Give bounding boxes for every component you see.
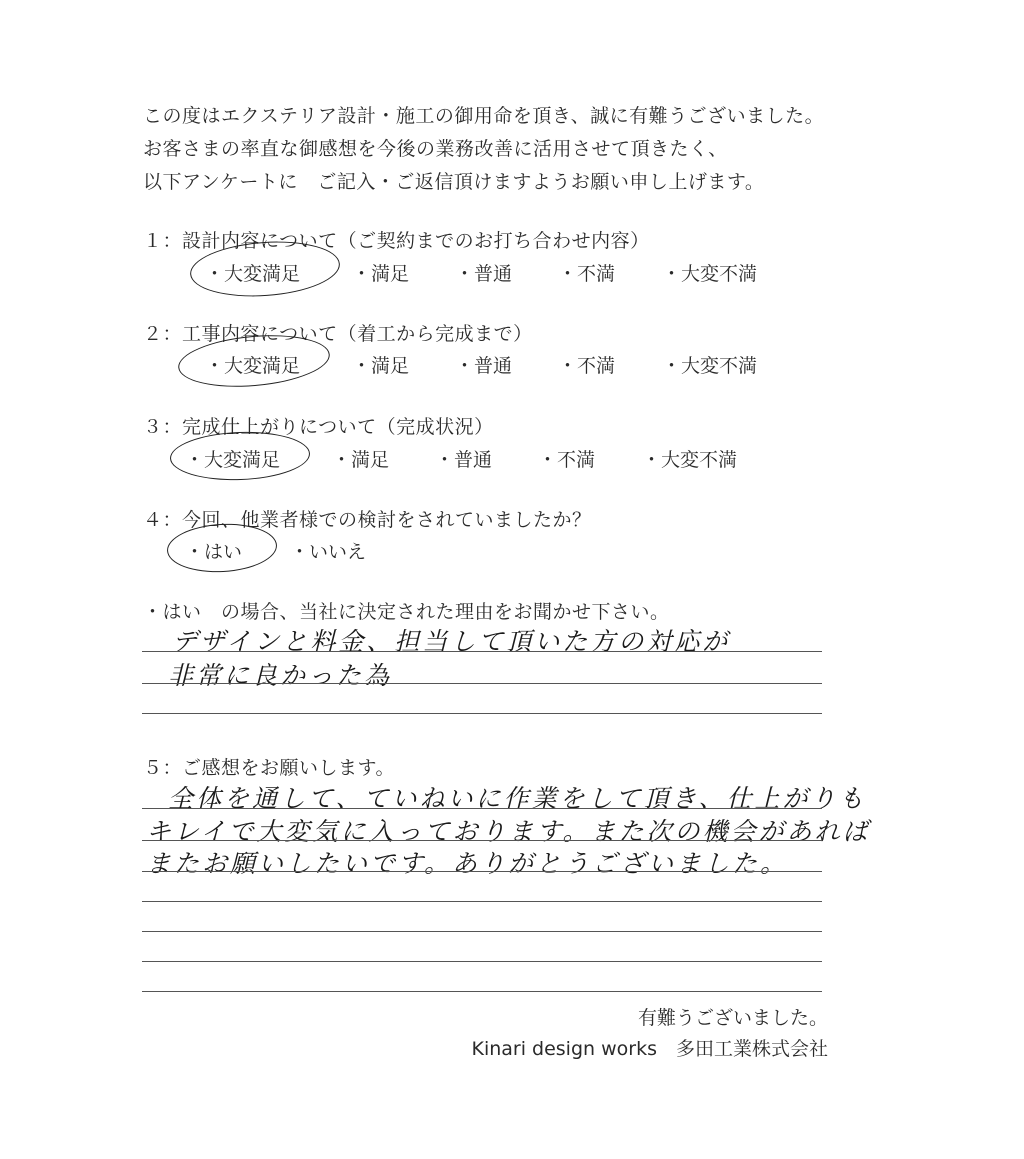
- impressions-rule-1: [142, 808, 822, 809]
- q2-option-very-satisfied[interactable]: ・大変満足: [205, 355, 301, 377]
- reason-rule-3: [142, 713, 822, 714]
- q3-option-very-satisfied[interactable]: ・大変満足: [185, 449, 281, 471]
- q2-option-very-dissatisfied[interactable]: ・大変不満: [662, 355, 758, 377]
- q4-option-no[interactable]: ・いいえ: [290, 541, 367, 563]
- footer-thanks: 有難うございました。: [637, 1007, 828, 1029]
- question-4-title: ４：今回、他業者様での検討をされていましたか？: [143, 509, 592, 531]
- q1-option-average[interactable]: ・普通: [455, 263, 513, 285]
- reason-rule-2: [142, 683, 822, 684]
- footer-company: Kinari design works 多田工業株式会社: [471, 1038, 828, 1060]
- q3-option-satisfied[interactable]: ・満足: [332, 449, 390, 471]
- impressions-rule-2: [142, 840, 822, 841]
- q3-option-very-dissatisfied[interactable]: ・大変不満: [642, 449, 738, 471]
- reason-rule-1: [142, 651, 822, 652]
- reason-prompt: ・はい の場合、当社に決定された理由をお聞かせ下さい。: [143, 601, 670, 623]
- impressions-rule-6: [142, 961, 822, 962]
- impressions-rule-3: [142, 871, 822, 872]
- impressions-answer-line-1: 全体を通して、ていねいに作業をして頂き、仕上がりも: [168, 784, 867, 813]
- impressions-rule-4: [142, 901, 822, 902]
- q1-option-very-dissatisfied[interactable]: ・大変不満: [662, 263, 758, 285]
- q2-option-dissatisfied[interactable]: ・不満: [558, 355, 616, 377]
- impressions-answer-line-3: またお願いしたいです。ありがとうございました。: [146, 849, 789, 878]
- impressions-answer-line-2: キレイで大変気に入っております。また次の機会があれば: [146, 817, 871, 846]
- reason-answer-line-2: 非常に良かった為: [168, 661, 393, 690]
- impressions-rule-5: [142, 931, 822, 932]
- q1-option-very-satisfied[interactable]: ・大変満足: [205, 263, 301, 285]
- question-1-title: １：設計内容について（ご契約までのお打ち合わせ内容）: [143, 230, 650, 252]
- q1-option-dissatisfied[interactable]: ・不満: [558, 263, 616, 285]
- question-2-title: ２：工事内容について（着工から完成まで）: [143, 323, 533, 345]
- question-3-title: ３：完成仕上がりについて（完成状況）: [143, 416, 494, 438]
- q2-option-average[interactable]: ・普通: [455, 355, 513, 377]
- q2-option-satisfied[interactable]: ・満足: [352, 355, 410, 377]
- q4-option-yes[interactable]: ・はい: [185, 541, 243, 563]
- intro-line-2: お客さまの率直な御感想を今後の業務改善に活用させて頂きたく、: [143, 138, 728, 160]
- intro-line-3: 以下アンケートに ご記入・ご返信頂けますようお願い申し上げます。: [143, 171, 765, 193]
- impressions-rule-7: [142, 991, 822, 992]
- intro-line-1: この度はエクステリア設計・施工の御用命を頂き、誠に有難うございました。: [143, 105, 825, 127]
- impressions-prompt: ５：ご感想をお願いします。: [143, 757, 395, 779]
- q3-option-average[interactable]: ・普通: [435, 449, 493, 471]
- q3-option-dissatisfied[interactable]: ・不満: [538, 449, 596, 471]
- q1-option-satisfied[interactable]: ・満足: [352, 263, 410, 285]
- reason-answer-line-1: デザインと料金、担当して頂いた方の対応が: [172, 627, 731, 656]
